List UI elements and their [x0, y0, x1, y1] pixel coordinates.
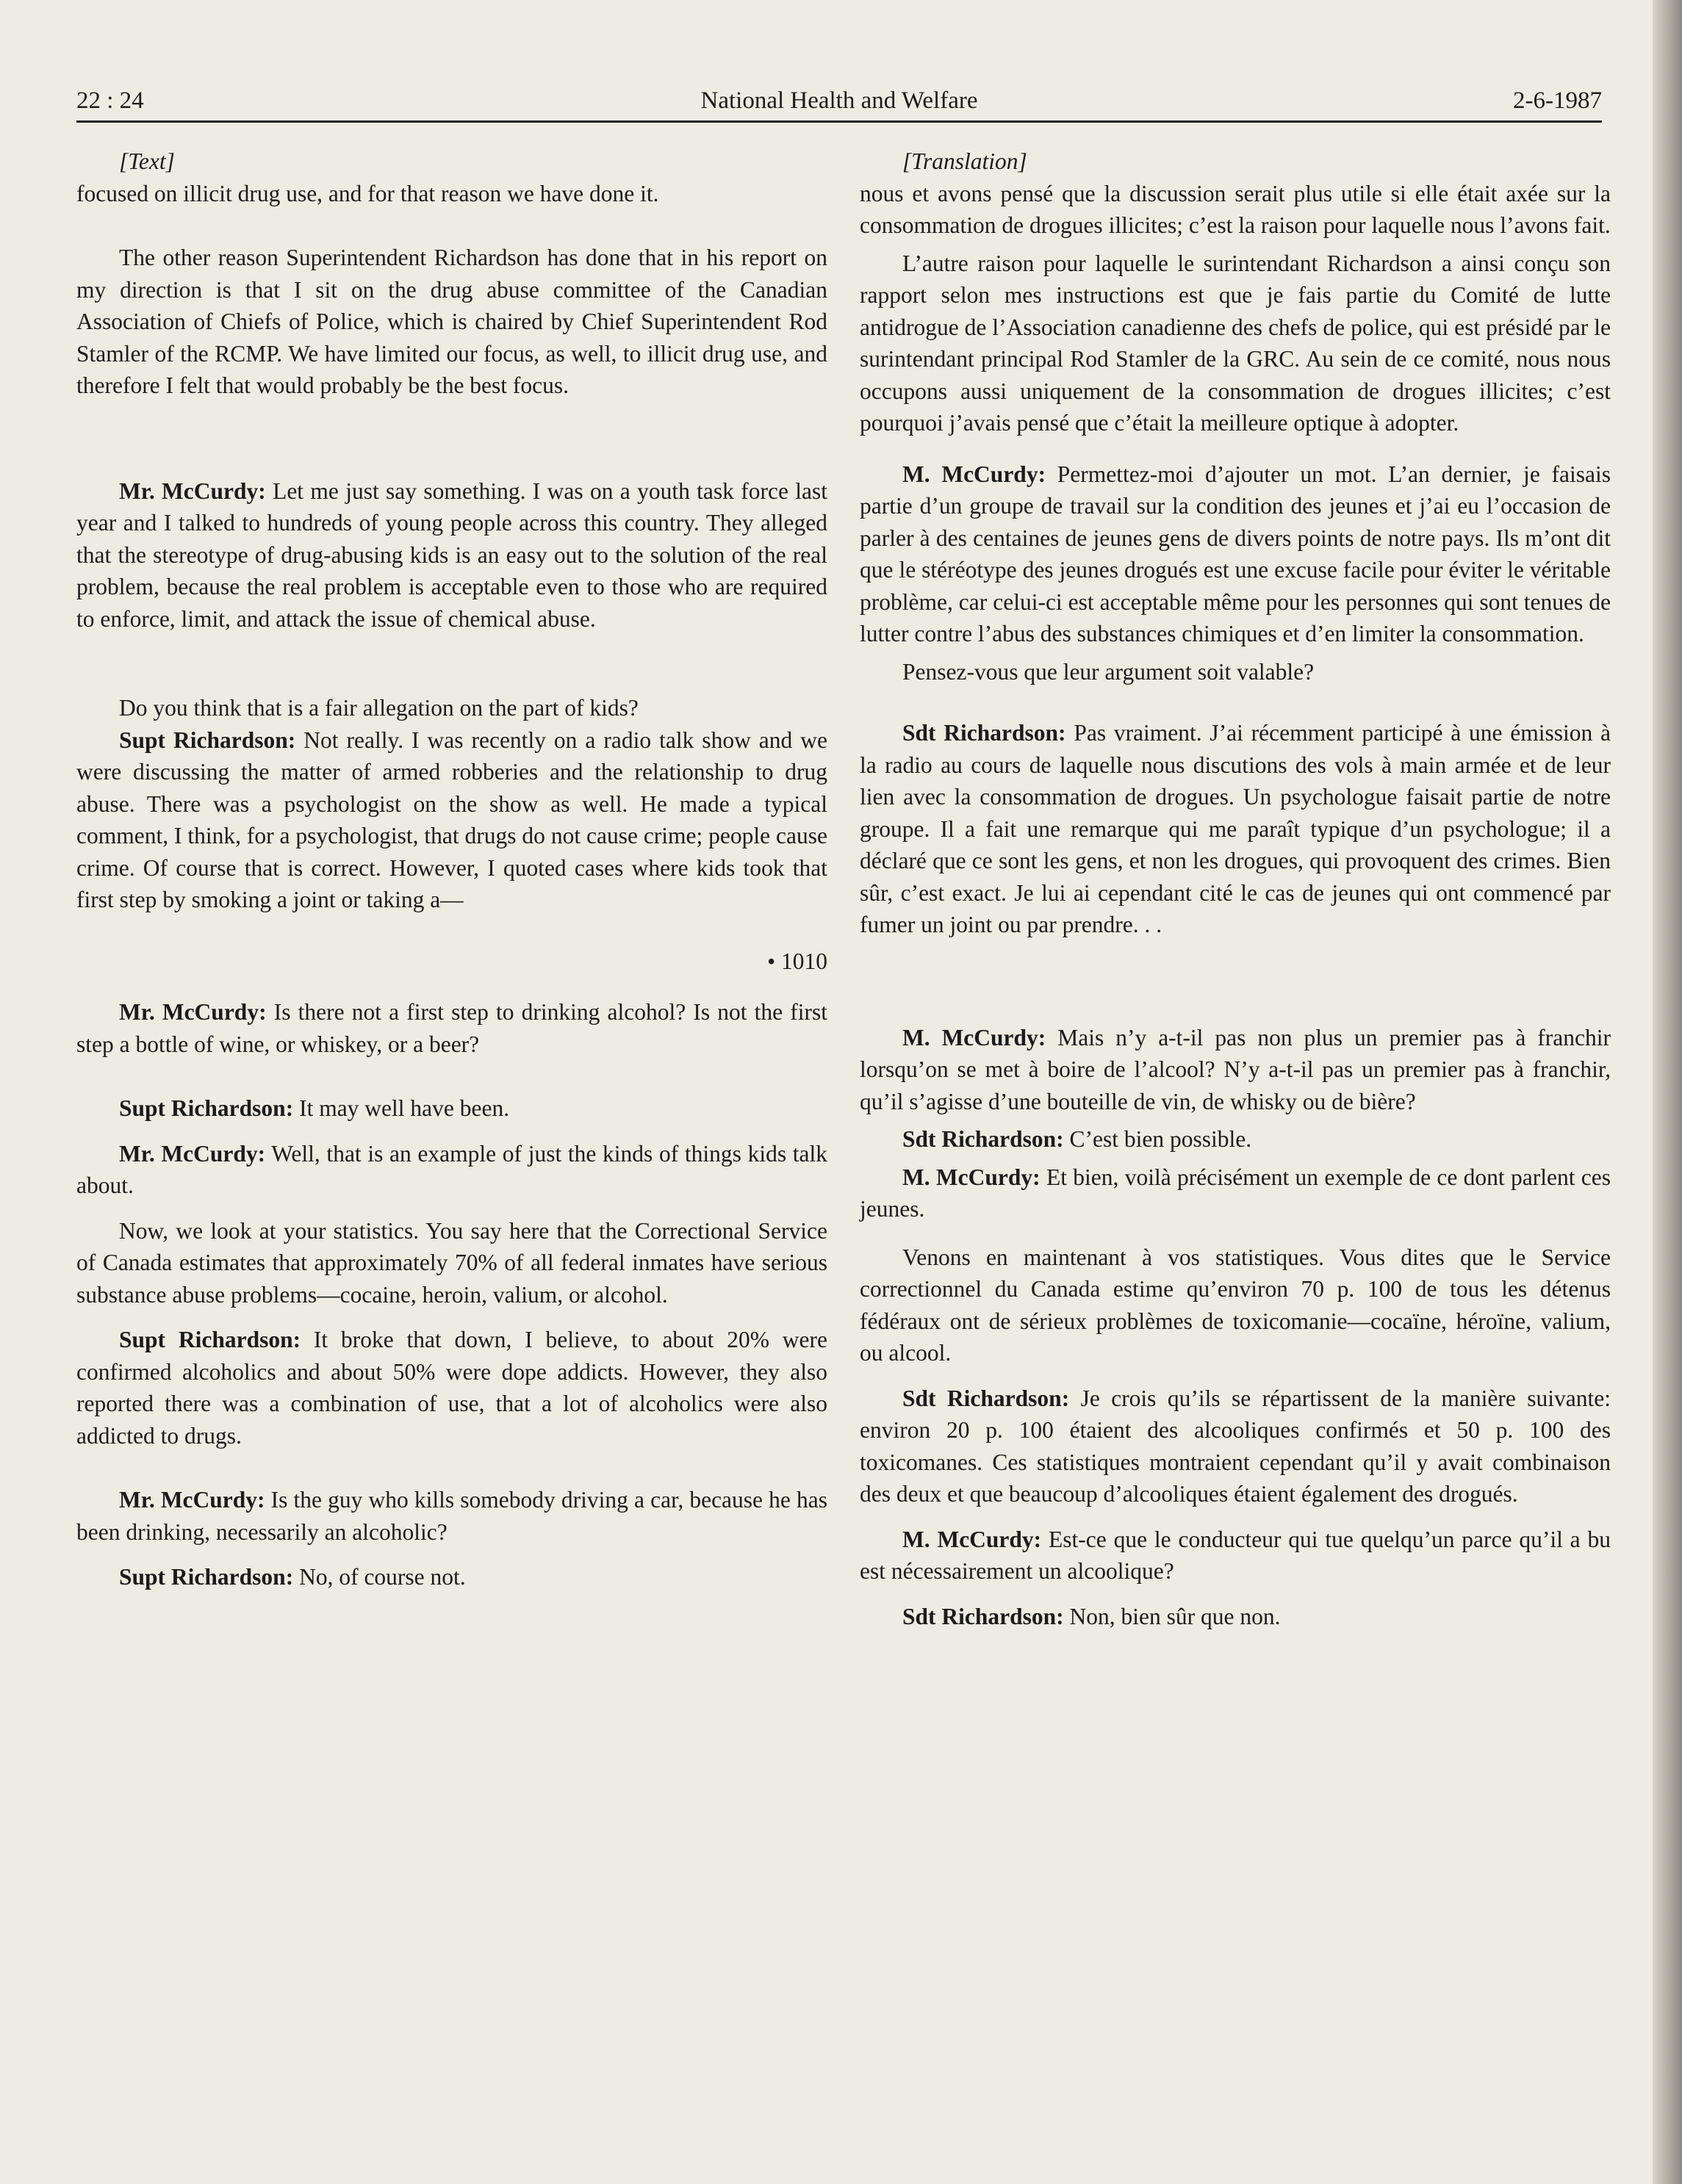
speech-paragraph: [76, 1484, 827, 1548]
publication-title: National Health and Welfare: [700, 87, 978, 114]
paragraph: Venons en maintenant à vos statistiques. Vous dites que le Service correctionnel du Canada estime qu’environ 70 p. 100 de tous les détenus fédéraux ont de sérieux problèmes de toxicomanie—cocaïne, héroïne, valium, ou alcool.: [860, 1244, 1611, 1366]
speaker-label: Sdt Richardson:: [902, 1385, 1070, 1411]
speaker-label: M. McCurdy:: [902, 1024, 1046, 1050]
speech-paragraph: [76, 1561, 827, 1593]
paragraph: Now, we look at your statistics. You say here that the Correctional Service of Canada estimates that approximately 70% of all federal inmates have serious substance abuse problems—cocaine, heroin, valium, or alcohol.: [76, 1217, 827, 1308]
speech-paragraph: [860, 1601, 1611, 1633]
speech-text: Pas vraiment. J’ai récemment participé à une émission à la radio au cours de laquelle nous discutions des vols à main armée et de leur lien avec la consommation de drogues. Un psychologue faisait partie de notre groupe. Il a fait une remarque qui me paraît typique d’un psychologue; il a déclaré que ce sont les gens, et non les drogues, qui provoquent des crimes. Bien sûr, c’est exact. Je lui ai cependant cité le cas de jeunes qui ont commencé par fumer un joint ou par prendre. . .: [860, 720, 1611, 937]
column-tag: [Translation]: [902, 148, 1027, 174]
speaker-label: Supt Richardson:: [119, 1327, 301, 1352]
issue-date: 2-6-1987: [1513, 87, 1602, 114]
speaker-label: M. McCurdy:: [902, 1526, 1042, 1552]
speech-text: Je crois qu’ils se répartissent de la manière suivante: environ 20 p. 100 étaient des alcooliques confirmés et 50 p. 100 des toxicomanes. Ces statistiques montraient cependant qu’il y avait combinaison des deux et que beaucoup d’alcooliques étaient également des drogués.: [860, 1385, 1611, 1507]
timecode: • 1010: [767, 948, 827, 974]
speech-paragraph: [860, 1022, 1611, 1118]
speaker-label: Supt Richardson:: [119, 1564, 294, 1590]
speaker-label: Sdt Richardson:: [902, 1603, 1064, 1629]
running-header: [76, 79, 1602, 123]
speaker-label: Mr. McCurdy:: [119, 477, 266, 504]
speech-text: Is the guy who kills somebody driving a car, because he has been drinking, necessarily an alcoholic?: [76, 1487, 827, 1545]
speech-paragraph: [76, 1092, 827, 1125]
speaker-label: Supt Richardson:: [119, 1095, 294, 1121]
speech-paragraph: [76, 475, 827, 635]
speech-text: No, of course not.: [293, 1564, 466, 1590]
speech-paragraph: [76, 1324, 827, 1452]
speaker-label: Mr. McCurdy:: [119, 999, 267, 1025]
speech-text: Et bien, voilà précisément un exemple de ce dont parlent ces jeunes.: [860, 1164, 1611, 1222]
speech-paragraph: [860, 1524, 1611, 1587]
speech-text: Non, bien sûr que non.: [1063, 1603, 1281, 1629]
page-number: 22 : 24: [76, 87, 144, 114]
speech-text: Well, that is an example of just the kinds of things kids talk about.: [76, 1140, 827, 1198]
speech-paragraph: [860, 458, 1611, 650]
speaker-label: M. McCurdy:: [902, 1164, 1041, 1190]
paragraph: The other reason Superintendent Richardson has done that in his report on my direction is that I sit on the drug abuse committee of the Canadian Association of Chiefs of Police, which is chaired by Chief Superintendent Rod Stamler of the RCMP. We have limited our focus, as well, to illicit drug use, and therefore I felt that would probably be the best focus.: [76, 245, 827, 398]
speaker-label: M. McCurdy:: [902, 461, 1046, 487]
paragraph: nous et avons pensé que la discussion serait plus utile si elle était axée sur la consommation de drogues illicites; c’est la raison pour laquelle nous l’avons fait.: [860, 180, 1611, 238]
column-tag: [Text]: [119, 148, 175, 174]
speaker-label: Supt Richardson:: [119, 727, 296, 753]
speech-paragraph: [860, 1161, 1611, 1225]
french-column: [860, 145, 1611, 1632]
speech-text: It broke that down, I believe, to about 20% were confirmed alcoholics and about 50% were dope addicts. However, they also reported there was a combination of use, that a lot of alcoholics were also addicted to drugs.: [76, 1327, 827, 1449]
paragraph: L’autre raison pour laquelle le surintendant Richardson a ainsi conçu son rapport selon mes instructions est que je fais partie du Comité de lutte antidrogue de l’Association canadienne des chefs de police, qui est présidé par le surintendant principal Rod Stamler de la GRC. Au sein de ce comité, nous nous occupons aussi uniquement de la consommation de drogues illicites; c’est pourquoi j’avais pensé que c’était la meilleure optique à adopter.: [860, 250, 1611, 436]
english-column: [76, 145, 827, 1593]
speech-paragraph: [860, 1383, 1611, 1510]
paragraph: Do you think that is a fair allegation on the part of kids?: [119, 695, 639, 721]
speech-text: Permettez-moi d’ajouter un mot. L’an dernier, je faisais partie d’un groupe de travail sur la condition des jeunes et j’ai eu l’occasion de parler à des centaines de jeunes gens de divers points de notre pays. Ils m’ont dit que le stéréotype des jeunes drogués est une excuse facile pour éviter le véritable problème, car celui-ci est acceptable même pour les personnes qui sont tenues de lutter contre l’abus des substances chimiques et d’en limiter la consommation.: [860, 461, 1611, 646]
speech-text: Not really. I was recently on a radio talk show and we were discussing the matter of armed robberies and the relationship to drug abuse. There was a psychologist on the show as well. He made a typical comment, I think, for a psychologist, that drugs do not cause crime; people cause crime. Of course that is correct. However, I quoted cases where kids took that first step by smoking a joint or taking a—: [76, 727, 827, 912]
page-edge-shadow: [1653, 0, 1682, 2184]
speaker-label: Mr. McCurdy:: [119, 1487, 265, 1513]
speech-paragraph: [860, 1123, 1611, 1156]
speech-text: Est-ce que le conducteur qui tue quelqu’un parce qu’il a bu est nécessairement un alcoolique?: [860, 1526, 1611, 1584]
speech-paragraph: [76, 1138, 827, 1202]
speech-paragraph: [76, 996, 827, 1060]
speech-text: Let me just say something. I was on a youth task force last year and I talked to hundreds of young people across this country. They alleged that the stereotype of drug-abusing kids is an easy out to the solution of the real problem, because the real problem is acceptable even to those who are required to enforce, limit, and attack the issue of chemical abuse.: [76, 477, 827, 632]
speech-text: C’est bien possible.: [1063, 1126, 1252, 1152]
speech-text: Mais n’y a-t-il pas non plus un premier pas à franchir lorsqu’on se met à boire de l’alcool? N’y a-t-il pas un premier pas à franchir, qu’il s’agisse d’une bouteille de vin, de whisky ou de bière?: [860, 1024, 1611, 1114]
speaker-label: Sdt Richardson:: [902, 720, 1066, 746]
speech-text: It may well have been.: [293, 1095, 510, 1121]
paragraph: focused on illicit drug use, and for that reason we have done it.: [76, 180, 659, 206]
paragraph: Pensez-vous que leur argument soit valable?: [902, 658, 1315, 685]
speaker-label: Mr. McCurdy:: [119, 1140, 266, 1167]
speech-paragraph: [76, 724, 827, 916]
speech-text: Is there not a first step to drinking alcohol? Is not the first step a bottle of wine, or whiskey, or a beer?: [76, 999, 827, 1057]
speech-paragraph: [860, 717, 1611, 941]
speaker-label: Sdt Richardson:: [902, 1126, 1064, 1152]
